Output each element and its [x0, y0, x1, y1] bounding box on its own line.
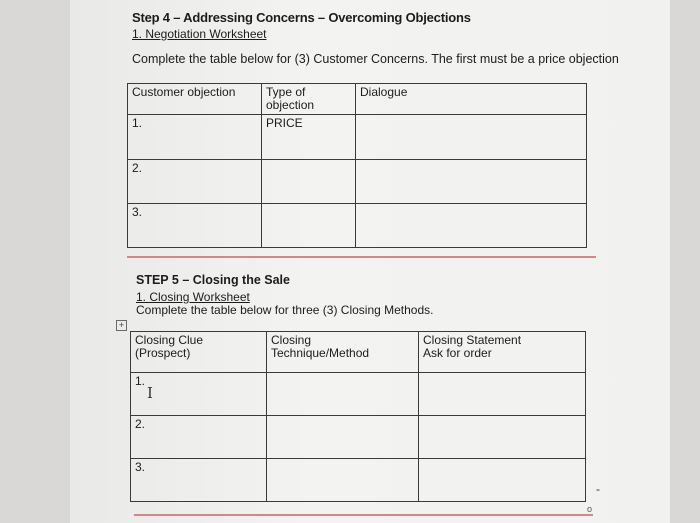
- table-cell[interactable]: 1.: [128, 115, 262, 160]
- negotiation-table: [127, 83, 587, 248]
- table-cell[interactable]: 2.: [128, 160, 262, 204]
- table-cell[interactable]: [267, 373, 419, 416]
- table-row: [131, 373, 586, 416]
- header-closing-technique: Closing Technique/Method: [267, 332, 419, 373]
- text-cursor-icon: I: [147, 384, 153, 402]
- table-header-row: [131, 332, 586, 373]
- table-cell[interactable]: [356, 204, 587, 248]
- table-cell[interactable]: [356, 160, 587, 204]
- header-closing-statement: Closing Statement Ask for order: [419, 332, 586, 373]
- table-row: [131, 416, 586, 459]
- table-row: [128, 204, 587, 248]
- corner-mark: o: [587, 504, 593, 514]
- table-cell[interactable]: [267, 416, 419, 459]
- table-cell[interactable]: [356, 115, 587, 160]
- table-cell[interactable]: [419, 416, 586, 459]
- header-closing-clue: Closing Clue (Prospect): [131, 332, 267, 373]
- section-divider: [127, 256, 596, 258]
- step4-subtitle: 1. Negotiation Worksheet: [132, 27, 267, 41]
- table-cell[interactable]: [262, 204, 356, 248]
- step5-instruction: Complete the table below for three (3) Closing Methods.: [136, 303, 434, 317]
- table-header-row: [128, 84, 587, 115]
- table-cell[interactable]: [262, 160, 356, 204]
- table-expand-icon[interactable]: +: [116, 320, 127, 331]
- table-cell[interactable]: PRICE: [262, 115, 356, 160]
- table-cell[interactable]: 2.: [131, 416, 267, 459]
- step4-title: Step 4 – Addressing Concerns – Overcoming Objections: [132, 10, 471, 25]
- header-customer-objection: Customer objection: [128, 84, 262, 115]
- step4-instruction: Complete the table below for (3) Customer Concerns. The first must be a price objection: [132, 52, 619, 66]
- header-dialogue: Dialogue: [356, 84, 587, 115]
- table-cell[interactable]: [419, 373, 586, 416]
- table-row: [128, 115, 587, 160]
- step5-subtitle: 1. Closing Worksheet: [136, 290, 250, 304]
- table-cell[interactable]: 3.: [131, 459, 267, 502]
- table-cell[interactable]: 3.: [128, 204, 262, 248]
- header-type-of-objection: Type of objection: [262, 84, 356, 115]
- bottom-divider: [134, 514, 593, 516]
- table-cell[interactable]: 1.: [131, 373, 267, 416]
- table-cell[interactable]: [267, 459, 419, 502]
- table-row: [128, 160, 587, 204]
- margin-mark: -: [596, 482, 600, 496]
- closing-table: [130, 331, 586, 502]
- step5-title: STEP 5 – Closing the Sale: [136, 273, 290, 287]
- table-row: [131, 459, 586, 502]
- table-cell[interactable]: [419, 459, 586, 502]
